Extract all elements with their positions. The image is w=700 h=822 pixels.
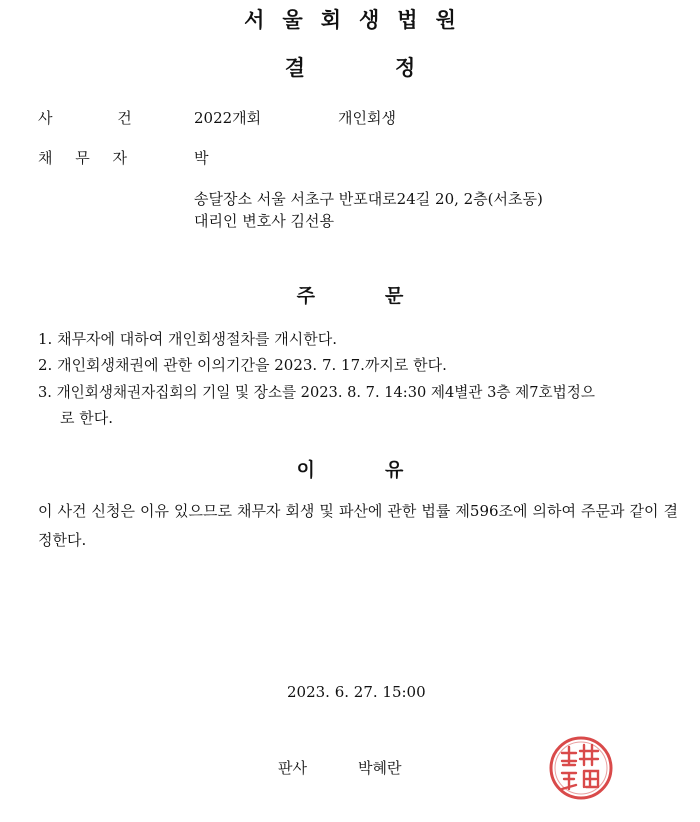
judge-seal-icon [548,735,614,801]
debtor-label: 채 무 자 [38,149,128,167]
delivery-address: 송달장소 서울 서초구 반포대로24길 20, 2층(서초동) [194,190,543,208]
decision-datetime: 2023. 6. 27. 15:00 [287,683,426,701]
case-label: 사 건 [38,109,132,127]
reason-heading: 이유 [296,459,474,481]
order-item-1: 1. 채무자에 대하여 개인회생절차를 개시한다. [38,330,337,348]
case-number: 2022개회 [194,109,262,127]
court-name: 서울회생법원 [244,8,474,32]
document-title: 결정 [284,56,506,80]
order-item-3: 3. 개인회생채권자집회의 기일 및 장소를 2023. 8. 7. 14:30 제4별관 3층 제7호법정으 [38,384,595,401]
order-heading: 주문 [296,285,474,307]
order-item-2: 2. 개인회생채권에 관한 이의기간을 2023. 7. 17.까지로 한다. [38,356,447,374]
judge-name: 박혜란 [358,759,402,777]
debtor-name: 박 [194,149,209,167]
case-type: 개인회생 [338,109,396,127]
reason-text: 이 사건 신청은 이유 있으므로 채무자 회생 및 파산에 관한 법률 제596조에 의하여 주문과 같이 결정한다. [38,502,678,549]
legal-agent: 대리인 변호사 김선용 [194,212,334,230]
judge-label: 판사 [278,759,307,777]
order-item-3-continued: 로 한다. [60,409,114,427]
